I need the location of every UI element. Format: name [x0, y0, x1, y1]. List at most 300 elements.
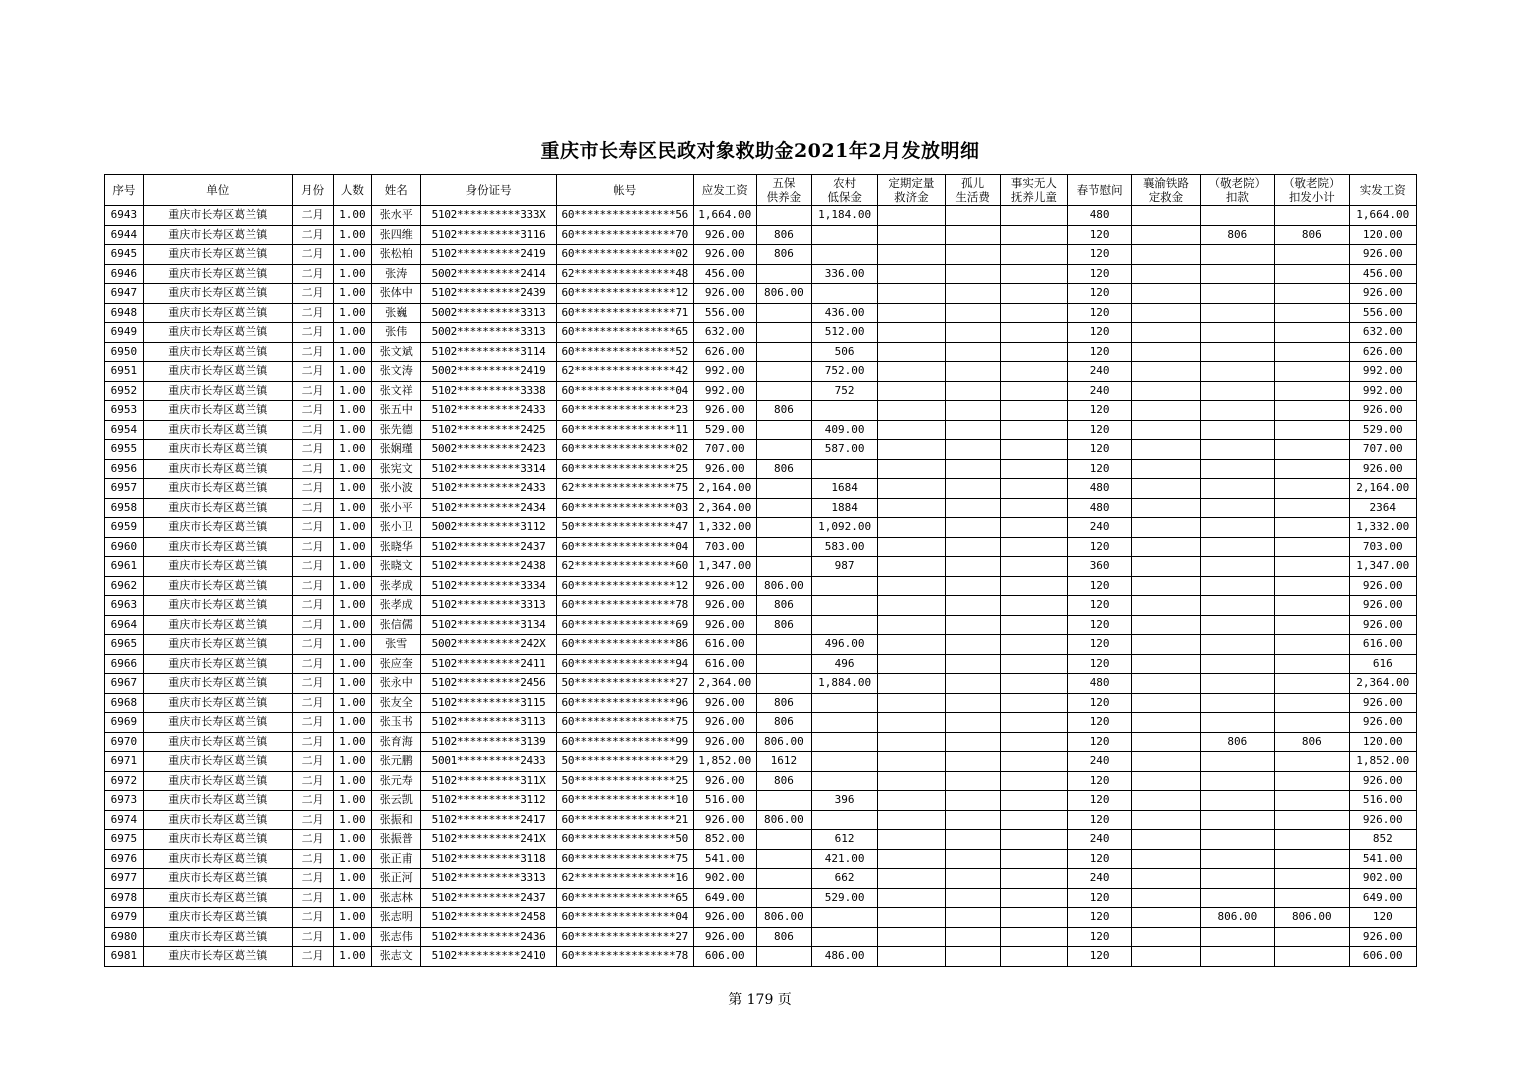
cell-col-deduction-subtotal — [1275, 869, 1349, 889]
cell-col-net-pay: 926.00 — [1349, 596, 1416, 616]
cell-col-count: 1.00 — [333, 323, 372, 343]
cell-col-name: 张志文 — [372, 947, 421, 967]
cell-col-deduction-subtotal — [1275, 674, 1349, 694]
cell-col-payable: 926.00 — [693, 908, 756, 928]
cell-col-unsupported-child — [1000, 752, 1067, 772]
cell-col-index: 6979 — [105, 908, 144, 928]
cell-col-dibao: 1,884.00 — [811, 674, 877, 694]
cell-col-dibao: 496 — [811, 654, 877, 674]
cell-col-dibao: 409.00 — [811, 420, 877, 440]
cell-col-id-number: 5002**********2423 — [421, 440, 557, 460]
cell-col-orphan — [945, 284, 1000, 304]
cell-col-payable: 926.00 — [693, 713, 756, 733]
cell-col-nursing-deduction: 806.00 — [1200, 908, 1274, 928]
cell-col-fixed-relief — [878, 693, 945, 713]
cell-col-unsupported-child — [1000, 869, 1067, 889]
cell-col-nursing-deduction — [1200, 771, 1274, 791]
cell-col-count: 1.00 — [333, 479, 372, 499]
cell-col-festival: 120 — [1068, 927, 1132, 947]
header-col-festival: 春节慰问 — [1068, 175, 1132, 206]
cell-col-dibao — [811, 810, 877, 830]
cell-col-month: 二月 — [292, 206, 333, 226]
cell-col-nursing-deduction — [1200, 635, 1274, 655]
cell-col-xiangyu-rail — [1132, 498, 1200, 518]
cell-col-month: 二月 — [292, 713, 333, 733]
cell-col-deduction-subtotal: 806 — [1275, 732, 1349, 752]
table-row — [105, 791, 1417, 811]
cell-col-index: 6973 — [105, 791, 144, 811]
cell-col-fixed-relief — [878, 947, 945, 967]
cell-col-month: 二月 — [292, 420, 333, 440]
cell-col-count: 1.00 — [333, 752, 372, 772]
cell-col-id-number: 5102**********2456 — [421, 674, 557, 694]
cell-col-count: 1.00 — [333, 869, 372, 889]
table-row — [105, 615, 1417, 635]
header-col-xiangyu-rail: 襄渝铁路 定救金 — [1132, 175, 1200, 206]
cell-col-festival: 120 — [1068, 303, 1132, 323]
cell-col-unit: 重庆市长寿区葛兰镇 — [143, 576, 292, 596]
cell-col-net-pay: 120 — [1349, 908, 1416, 928]
cell-col-account: 60****************86 — [556, 635, 693, 655]
cell-col-xiangyu-rail — [1132, 576, 1200, 596]
cell-col-fixed-relief — [878, 459, 945, 479]
cell-col-xiangyu-rail — [1132, 206, 1200, 226]
cell-col-name: 张志伟 — [372, 927, 421, 947]
cell-col-unsupported-child — [1000, 654, 1067, 674]
cell-col-month: 二月 — [292, 908, 333, 928]
cell-col-name: 张水平 — [372, 206, 421, 226]
cell-col-unit: 重庆市长寿区葛兰镇 — [143, 479, 292, 499]
cell-col-unsupported-child — [1000, 693, 1067, 713]
cell-col-fixed-relief — [878, 557, 945, 577]
table-row — [105, 771, 1417, 791]
cell-col-orphan — [945, 869, 1000, 889]
cell-col-payable: 926.00 — [693, 732, 756, 752]
table-row — [105, 732, 1417, 752]
cell-col-deduction-subtotal — [1275, 206, 1349, 226]
cell-col-month: 二月 — [292, 615, 333, 635]
cell-col-wubao: 1612 — [756, 752, 811, 772]
cell-col-count: 1.00 — [333, 947, 372, 967]
cell-col-deduction-subtotal — [1275, 518, 1349, 538]
cell-col-month: 二月 — [292, 362, 333, 382]
cell-col-nursing-deduction — [1200, 713, 1274, 733]
cell-col-festival: 240 — [1068, 362, 1132, 382]
cell-col-orphan — [945, 557, 1000, 577]
cell-col-net-pay: 926.00 — [1349, 771, 1416, 791]
cell-col-account: 62****************16 — [556, 869, 693, 889]
cell-col-fixed-relief — [878, 654, 945, 674]
cell-col-index: 6956 — [105, 459, 144, 479]
cell-col-festival: 120 — [1068, 849, 1132, 869]
cell-col-payable: 707.00 — [693, 440, 756, 460]
cell-col-festival: 480 — [1068, 479, 1132, 499]
cell-col-net-pay: 541.00 — [1349, 849, 1416, 869]
cell-col-payable: 926.00 — [693, 693, 756, 713]
cell-col-deduction-subtotal — [1275, 401, 1349, 421]
cell-col-count: 1.00 — [333, 791, 372, 811]
cell-col-month: 二月 — [292, 323, 333, 343]
cell-col-deduction-subtotal — [1275, 947, 1349, 967]
cell-col-count: 1.00 — [333, 518, 372, 538]
cell-col-nursing-deduction — [1200, 557, 1274, 577]
cell-col-xiangyu-rail — [1132, 810, 1200, 830]
cell-col-unit: 重庆市长寿区葛兰镇 — [143, 693, 292, 713]
cell-col-orphan — [945, 342, 1000, 362]
cell-col-fixed-relief — [878, 420, 945, 440]
cell-col-id-number: 5102**********3313 — [421, 869, 557, 889]
cell-col-dibao: 1684 — [811, 479, 877, 499]
cell-col-id-number: 5102**********2433 — [421, 479, 557, 499]
cell-col-deduction-subtotal — [1275, 284, 1349, 304]
cell-col-festival: 480 — [1068, 206, 1132, 226]
cell-col-unit: 重庆市长寿区葛兰镇 — [143, 732, 292, 752]
table-row — [105, 713, 1417, 733]
cell-col-festival: 120 — [1068, 654, 1132, 674]
cell-col-index: 6962 — [105, 576, 144, 596]
cell-col-festival: 120 — [1068, 264, 1132, 284]
cell-col-id-number: 5102**********2439 — [421, 284, 557, 304]
cell-col-id-number: 5102**********2437 — [421, 888, 557, 908]
cell-col-name: 张晓华 — [372, 537, 421, 557]
cell-col-fixed-relief — [878, 830, 945, 850]
cell-col-payable: 926.00 — [693, 596, 756, 616]
cell-col-month: 二月 — [292, 401, 333, 421]
cell-col-unit: 重庆市长寿区葛兰镇 — [143, 284, 292, 304]
cell-col-month: 二月 — [292, 264, 333, 284]
cell-col-xiangyu-rail — [1132, 732, 1200, 752]
cell-col-fixed-relief — [878, 381, 945, 401]
cell-col-unsupported-child — [1000, 440, 1067, 460]
cell-col-unit: 重庆市长寿区葛兰镇 — [143, 810, 292, 830]
cell-col-unit: 重庆市长寿区葛兰镇 — [143, 498, 292, 518]
cell-col-dibao: 987 — [811, 557, 877, 577]
cell-col-account: 60****************96 — [556, 693, 693, 713]
cell-col-nursing-deduction — [1200, 576, 1274, 596]
cell-col-fixed-relief — [878, 732, 945, 752]
cell-col-id-number: 5102**********2419 — [421, 245, 557, 265]
cell-col-name: 张友全 — [372, 693, 421, 713]
cell-col-net-pay: 649.00 — [1349, 888, 1416, 908]
cell-col-xiangyu-rail — [1132, 693, 1200, 713]
cell-col-festival: 120 — [1068, 440, 1132, 460]
cell-col-id-number: 5002**********3313 — [421, 323, 557, 343]
table-row — [105, 323, 1417, 343]
cell-col-dibao: 662 — [811, 869, 877, 889]
cell-col-account: 60****************75 — [556, 849, 693, 869]
cell-col-xiangyu-rail — [1132, 674, 1200, 694]
cell-col-index: 6954 — [105, 420, 144, 440]
cell-col-orphan — [945, 752, 1000, 772]
cell-col-name: 张五中 — [372, 401, 421, 421]
cell-col-unsupported-child — [1000, 576, 1067, 596]
cell-col-orphan — [945, 420, 1000, 440]
cell-col-index: 6953 — [105, 401, 144, 421]
cell-col-fixed-relief — [878, 791, 945, 811]
cell-col-unsupported-child — [1000, 284, 1067, 304]
cell-col-wubao — [756, 830, 811, 850]
cell-col-net-pay: 902.00 — [1349, 869, 1416, 889]
cell-col-deduction-subtotal: 806.00 — [1275, 908, 1349, 928]
cell-col-fixed-relief — [878, 498, 945, 518]
cell-col-orphan — [945, 459, 1000, 479]
cell-col-index: 6974 — [105, 810, 144, 830]
cell-col-index: 6959 — [105, 518, 144, 538]
cell-col-dibao — [811, 752, 877, 772]
cell-col-unsupported-child — [1000, 849, 1067, 869]
cell-col-nursing-deduction — [1200, 537, 1274, 557]
cell-col-wubao: 806.00 — [756, 284, 811, 304]
table-row — [105, 420, 1417, 440]
cell-col-index: 6955 — [105, 440, 144, 460]
cell-col-fixed-relief — [878, 771, 945, 791]
cell-col-unit: 重庆市长寿区葛兰镇 — [143, 518, 292, 538]
cell-col-fixed-relief — [878, 537, 945, 557]
cell-col-count: 1.00 — [333, 810, 372, 830]
cell-col-account: 60****************11 — [556, 420, 693, 440]
cell-col-index: 6952 — [105, 381, 144, 401]
cell-col-account: 60****************10 — [556, 791, 693, 811]
cell-col-account: 60****************12 — [556, 576, 693, 596]
cell-col-index: 6975 — [105, 830, 144, 850]
cell-col-count: 1.00 — [333, 245, 372, 265]
cell-col-nursing-deduction — [1200, 245, 1274, 265]
cell-col-month: 二月 — [292, 674, 333, 694]
cell-col-dibao — [811, 927, 877, 947]
header-col-wubao: 五保 供养金 — [756, 175, 811, 206]
cell-col-orphan — [945, 440, 1000, 460]
cell-col-index: 6967 — [105, 674, 144, 694]
cell-col-name: 张信儒 — [372, 615, 421, 635]
cell-col-id-number: 5002**********3112 — [421, 518, 557, 538]
cell-col-name: 张正甫 — [372, 849, 421, 869]
cell-col-month: 二月 — [292, 888, 333, 908]
cell-col-festival: 120 — [1068, 732, 1132, 752]
cell-col-unit: 重庆市长寿区葛兰镇 — [143, 927, 292, 947]
cell-col-dibao: 752.00 — [811, 362, 877, 382]
cell-col-unit: 重庆市长寿区葛兰镇 — [143, 869, 292, 889]
cell-col-xiangyu-rail — [1132, 323, 1200, 343]
cell-col-wubao — [756, 791, 811, 811]
cell-col-deduction-subtotal — [1275, 479, 1349, 499]
header-row — [105, 175, 1417, 206]
cell-col-index: 6965 — [105, 635, 144, 655]
cell-col-name: 张振普 — [372, 830, 421, 850]
cell-col-index: 6969 — [105, 713, 144, 733]
cell-col-name: 张文涛 — [372, 362, 421, 382]
cell-col-wubao: 806 — [756, 245, 811, 265]
cell-col-xiangyu-rail — [1132, 303, 1200, 323]
cell-col-nursing-deduction — [1200, 206, 1274, 226]
cell-col-xiangyu-rail — [1132, 381, 1200, 401]
cell-col-festival: 120 — [1068, 459, 1132, 479]
cell-col-name: 张松柏 — [372, 245, 421, 265]
cell-col-month: 二月 — [292, 303, 333, 323]
cell-col-nursing-deduction — [1200, 440, 1274, 460]
cell-col-nursing-deduction — [1200, 869, 1274, 889]
cell-col-month: 二月 — [292, 810, 333, 830]
cell-col-net-pay: 120.00 — [1349, 732, 1416, 752]
cell-col-count: 1.00 — [333, 732, 372, 752]
cell-col-account: 60****************78 — [556, 596, 693, 616]
cell-col-xiangyu-rail — [1132, 927, 1200, 947]
cell-col-dibao: 583.00 — [811, 537, 877, 557]
cell-col-festival: 240 — [1068, 869, 1132, 889]
cell-col-dibao: 421.00 — [811, 849, 877, 869]
header-col-unit: 单位 — [143, 175, 292, 206]
cell-col-net-pay: 926.00 — [1349, 459, 1416, 479]
table-row — [105, 927, 1417, 947]
cell-col-count: 1.00 — [333, 596, 372, 616]
cell-col-id-number: 5102**********2434 — [421, 498, 557, 518]
cell-col-account: 60****************99 — [556, 732, 693, 752]
cell-col-deduction-subtotal — [1275, 791, 1349, 811]
cell-col-wubao — [756, 869, 811, 889]
cell-col-name: 张四维 — [372, 225, 421, 245]
cell-col-payable: 1,332.00 — [693, 518, 756, 538]
cell-col-index: 6968 — [105, 693, 144, 713]
cell-col-xiangyu-rail — [1132, 947, 1200, 967]
cell-col-orphan — [945, 674, 1000, 694]
cell-col-index: 6963 — [105, 596, 144, 616]
cell-col-nursing-deduction — [1200, 381, 1274, 401]
cell-col-deduction-subtotal: 806 — [1275, 225, 1349, 245]
cell-col-payable: 632.00 — [693, 323, 756, 343]
cell-col-unit: 重庆市长寿区葛兰镇 — [143, 401, 292, 421]
cell-col-festival: 120 — [1068, 713, 1132, 733]
cell-col-name: 张孝成 — [372, 596, 421, 616]
cell-col-unit: 重庆市长寿区葛兰镇 — [143, 888, 292, 908]
cell-col-payable: 926.00 — [693, 927, 756, 947]
cell-col-unsupported-child — [1000, 420, 1067, 440]
cell-col-nursing-deduction — [1200, 674, 1274, 694]
cell-col-payable: 992.00 — [693, 381, 756, 401]
cell-col-unsupported-child — [1000, 518, 1067, 538]
cell-col-fixed-relief — [878, 362, 945, 382]
cell-col-name: 张晓文 — [372, 557, 421, 577]
cell-col-nursing-deduction — [1200, 888, 1274, 908]
cell-col-nursing-deduction — [1200, 830, 1274, 850]
cell-col-festival: 120 — [1068, 791, 1132, 811]
cell-col-dibao — [811, 596, 877, 616]
cell-col-month: 二月 — [292, 537, 333, 557]
cell-col-name: 张元鹏 — [372, 752, 421, 772]
cell-col-name: 张伟 — [372, 323, 421, 343]
cell-col-festival: 120 — [1068, 401, 1132, 421]
cell-col-orphan — [945, 362, 1000, 382]
cell-col-dibao: 396 — [811, 791, 877, 811]
cell-col-nursing-deduction — [1200, 752, 1274, 772]
cell-col-orphan — [945, 713, 1000, 733]
cell-col-net-pay: 992.00 — [1349, 362, 1416, 382]
cell-col-index: 6981 — [105, 947, 144, 967]
cell-col-fixed-relief — [878, 264, 945, 284]
cell-col-nursing-deduction: 806 — [1200, 225, 1274, 245]
cell-col-net-pay: 516.00 — [1349, 791, 1416, 811]
cell-col-payable: 926.00 — [693, 615, 756, 635]
cell-col-dibao — [811, 284, 877, 304]
cell-col-count: 1.00 — [333, 771, 372, 791]
cell-col-net-pay: 707.00 — [1349, 440, 1416, 460]
cell-col-name: 张雪 — [372, 635, 421, 655]
cell-col-orphan — [945, 264, 1000, 284]
cell-col-fixed-relief — [878, 810, 945, 830]
cell-col-wubao — [756, 674, 811, 694]
table-row — [105, 362, 1417, 382]
cell-col-unsupported-child — [1000, 810, 1067, 830]
cell-col-unit: 重庆市长寿区葛兰镇 — [143, 459, 292, 479]
cell-col-count: 1.00 — [333, 927, 372, 947]
cell-col-count: 1.00 — [333, 693, 372, 713]
cell-col-name: 张文斌 — [372, 342, 421, 362]
cell-col-wubao — [756, 381, 811, 401]
cell-col-payable: 626.00 — [693, 342, 756, 362]
header-col-month: 月份 — [292, 175, 333, 206]
cell-col-account: 60****************03 — [556, 498, 693, 518]
cell-col-name: 张文祥 — [372, 381, 421, 401]
cell-col-count: 1.00 — [333, 635, 372, 655]
cell-col-orphan — [945, 323, 1000, 343]
cell-col-deduction-subtotal — [1275, 459, 1349, 479]
cell-col-wubao — [756, 264, 811, 284]
cell-col-dibao — [811, 245, 877, 265]
cell-col-index: 6961 — [105, 557, 144, 577]
cell-col-deduction-subtotal — [1275, 557, 1349, 577]
cell-col-wubao — [756, 537, 811, 557]
cell-col-fixed-relief — [878, 440, 945, 460]
cell-col-orphan — [945, 830, 1000, 850]
cell-col-count: 1.00 — [333, 674, 372, 694]
cell-col-index: 6949 — [105, 323, 144, 343]
cell-col-unit: 重庆市长寿区葛兰镇 — [143, 557, 292, 577]
cell-col-dibao — [811, 401, 877, 421]
cell-col-xiangyu-rail — [1132, 908, 1200, 928]
cell-col-payable: 516.00 — [693, 791, 756, 811]
cell-col-unit: 重庆市长寿区葛兰镇 — [143, 342, 292, 362]
header-col-deduction-subtotal: （敬老院） 扣发小计 — [1275, 175, 1349, 206]
cell-col-payable: 926.00 — [693, 459, 756, 479]
cell-col-account: 62****************75 — [556, 479, 693, 499]
cell-col-id-number: 5102**********3314 — [421, 459, 557, 479]
cell-col-unit: 重庆市长寿区葛兰镇 — [143, 713, 292, 733]
cell-col-count: 1.00 — [333, 303, 372, 323]
cell-col-orphan — [945, 849, 1000, 869]
cell-col-name: 张振和 — [372, 810, 421, 830]
cell-col-wubao — [756, 420, 811, 440]
cell-col-festival: 120 — [1068, 615, 1132, 635]
cell-col-deduction-subtotal — [1275, 381, 1349, 401]
cell-col-count: 1.00 — [333, 264, 372, 284]
cell-col-count: 1.00 — [333, 557, 372, 577]
cell-col-id-number: 5102**********2425 — [421, 420, 557, 440]
cell-col-account: 60****************69 — [556, 615, 693, 635]
cell-col-index: 6978 — [105, 888, 144, 908]
table-row — [105, 498, 1417, 518]
cell-col-wubao: 806 — [756, 459, 811, 479]
cell-col-dibao: 486.00 — [811, 947, 877, 967]
cell-col-nursing-deduction — [1200, 479, 1274, 499]
cell-col-payable: 926.00 — [693, 771, 756, 791]
cell-col-count: 1.00 — [333, 381, 372, 401]
cell-col-index: 6944 — [105, 225, 144, 245]
cell-col-net-pay: 2364 — [1349, 498, 1416, 518]
cell-col-deduction-subtotal — [1275, 752, 1349, 772]
cell-col-name: 张元寿 — [372, 771, 421, 791]
cell-col-orphan — [945, 810, 1000, 830]
cell-col-festival: 240 — [1068, 381, 1132, 401]
cell-col-count: 1.00 — [333, 420, 372, 440]
cell-col-payable: 529.00 — [693, 420, 756, 440]
